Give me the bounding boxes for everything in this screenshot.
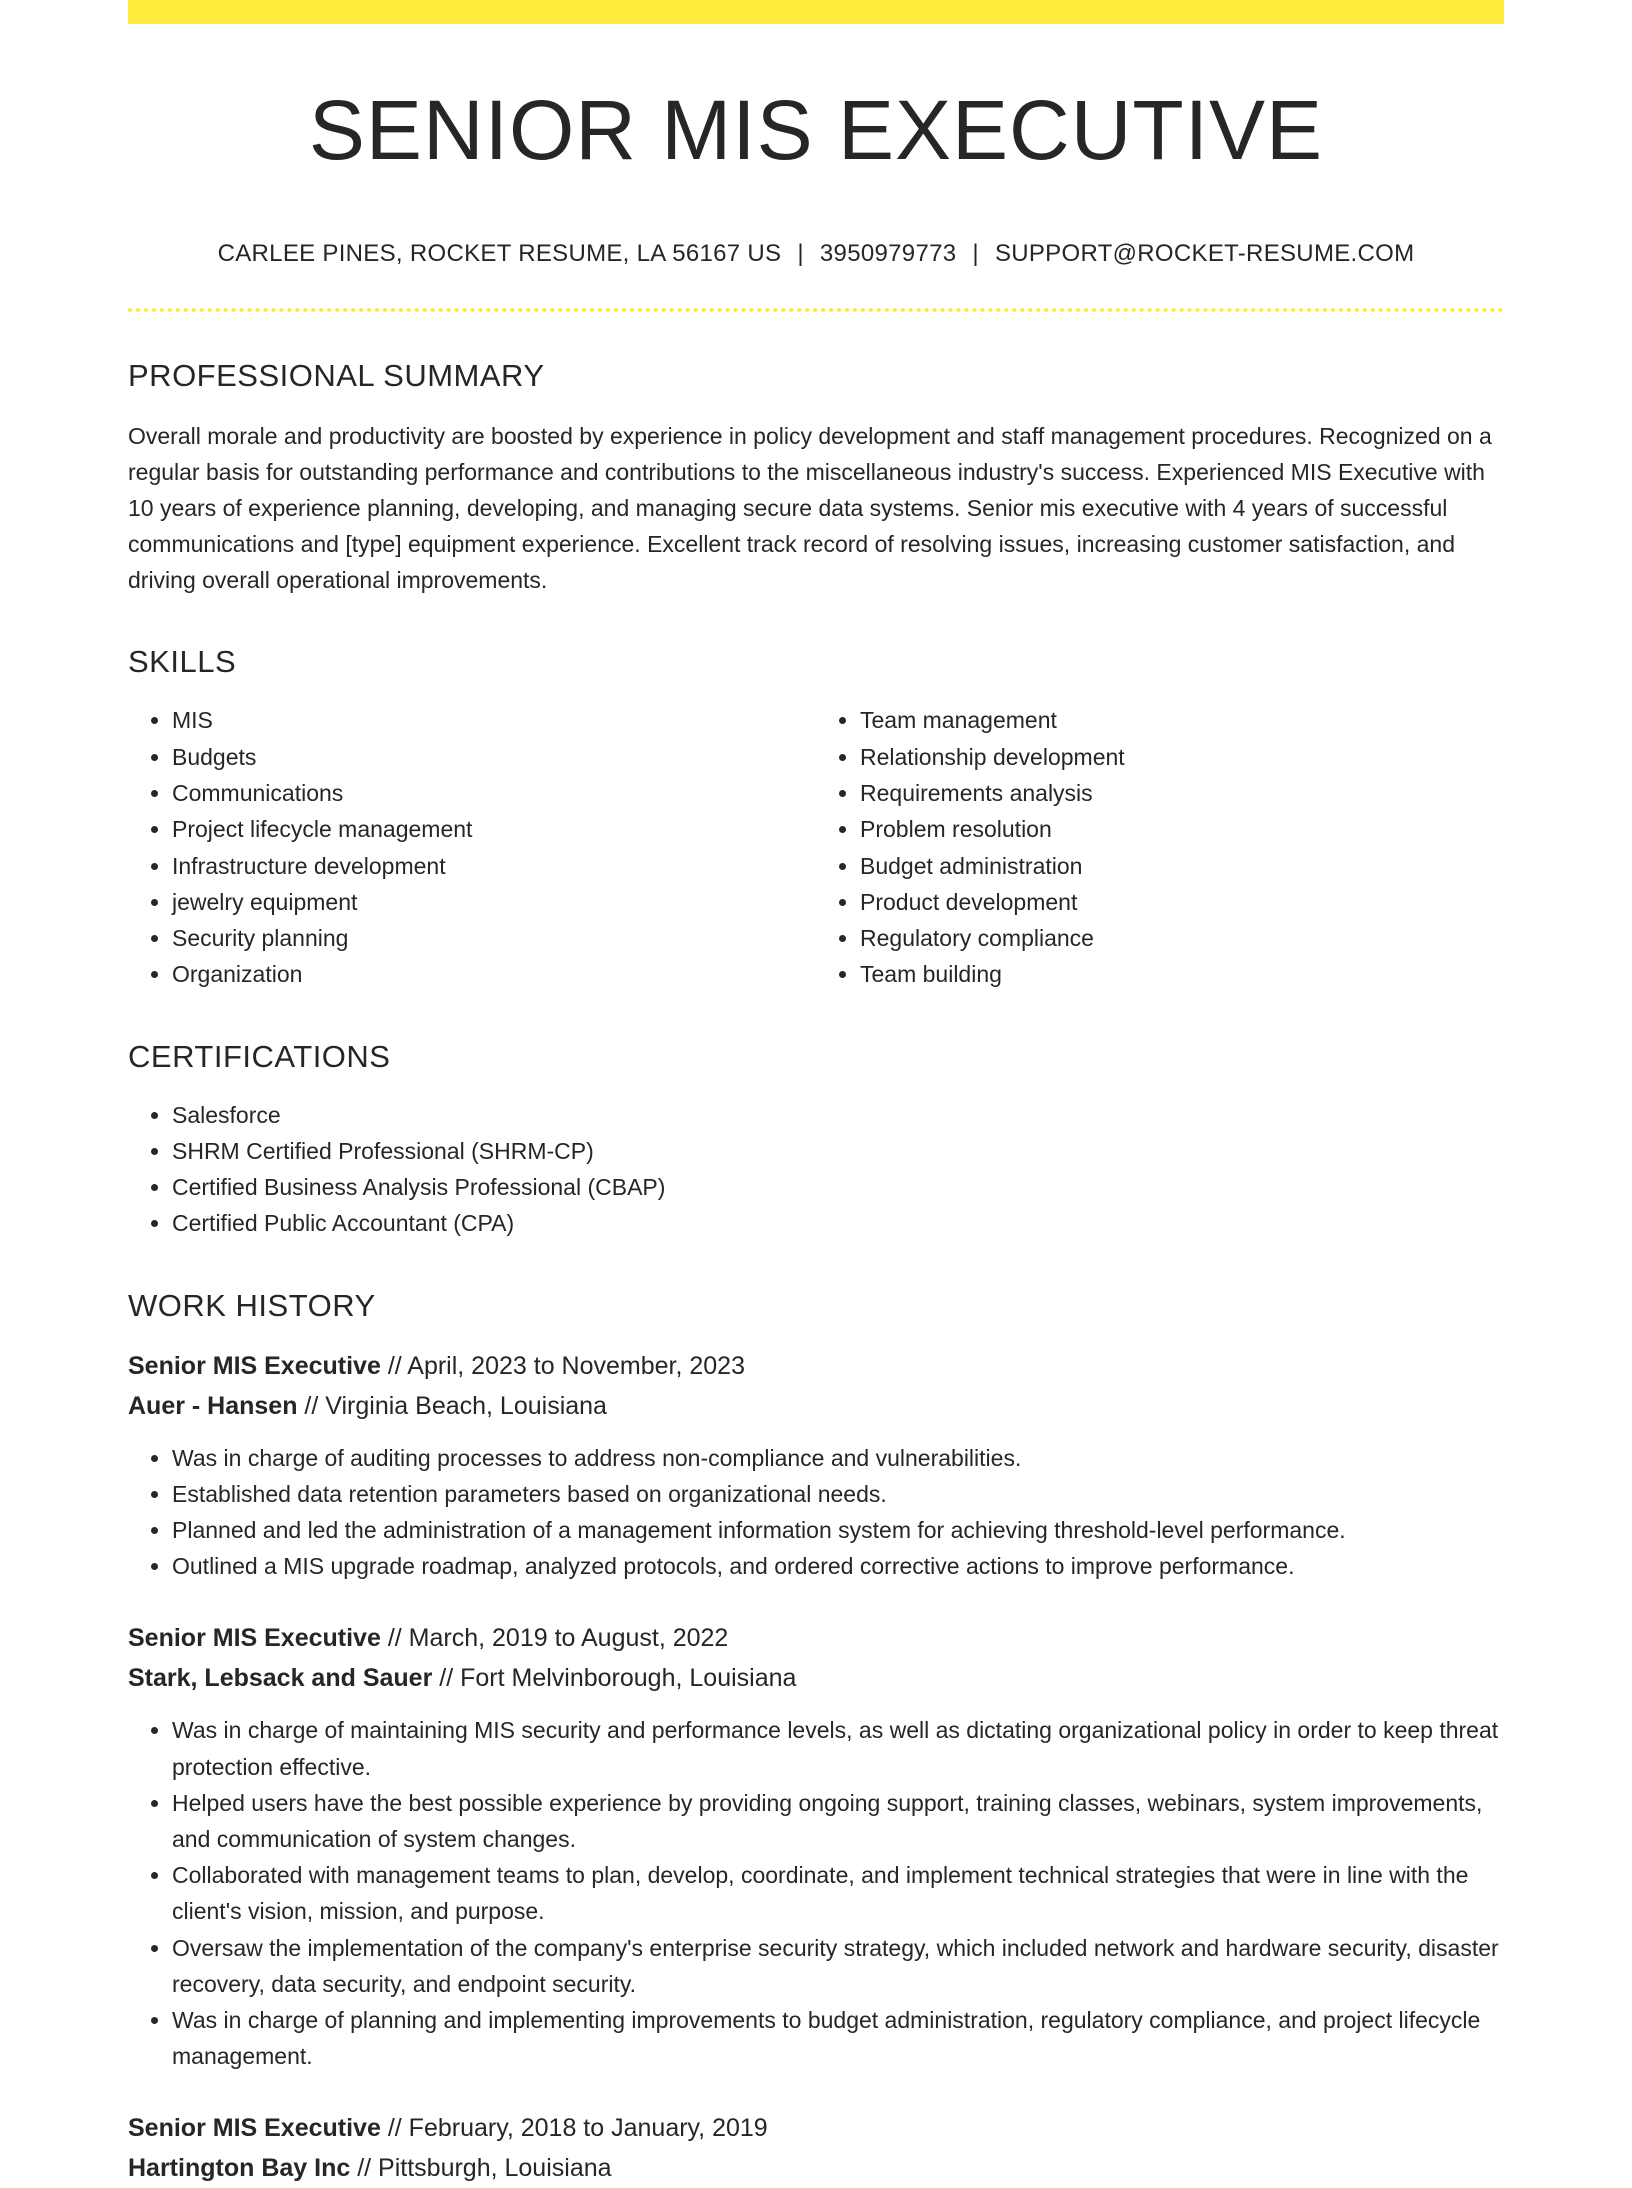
- job-bullet: • Was in charge of planning and implementing improvements to budget administration, regulatory compliance, and project lifecycle management.: [172, 2002, 1504, 2074]
- skill-item: • Problem resolution: [860, 811, 1504, 847]
- job-dates: February, 2018 to January, 2019: [408, 2114, 768, 2143]
- dotted-divider: [128, 308, 1504, 312]
- job-location: Fort Melvinborough, Louisiana: [460, 1664, 797, 1693]
- summary-text: Overall morale and productivity are boosted by experience in policy development and staff management procedures. Recognized on a regular basis for outstanding performance and contributions to the miscellaneous industry's success. Experienced MIS Executive with 10 years of experience planning, developing, and managing secure data systems. Senior mis executive with 4 years of successful communications and [type] equipment experience. Excellent track record of resolving issues, increasing customer satisfaction, and driving overall operational improvements.: [128, 423, 1492, 594]
- job-bullet: • Was in charge of auditing processes to address non-compliance and vulnerabilities.: [172, 1440, 1504, 1476]
- job-bullet: • Oversaw the implementation of the company's enterprise security strategy, which included network and hardware security, disaster recovery, data security, and endpoint security.: [172, 1930, 1504, 2002]
- job-company: Auer - Hansen: [128, 1391, 298, 1420]
- job-bullet: • Helped users have the best possible experience by providing ongoing support, training classes, webinars, system improvements, and communication of system changes.: [172, 1785, 1504, 1857]
- skill-item: • Security planning: [172, 920, 816, 956]
- job-title: Senior MIS Executive: [128, 2114, 381, 2143]
- work-history-section: [128, 1288, 1504, 2188]
- job-separator: //: [380, 2114, 409, 2143]
- skills-section: [128, 644, 1504, 992]
- job-separator: //: [380, 1624, 409, 1653]
- section-heading-certifications: CERTIFICATIONS: [128, 1038, 391, 1074]
- job-bullet: • Collaborated with management teams to plan, develop, coordinate, and implement technical strategies that were in line with the client's vision, mission, and purpose.: [172, 1857, 1504, 1929]
- certifications-list: [128, 1097, 1504, 1242]
- job-entry: [128, 1346, 1504, 1585]
- job-bullets: [128, 1712, 1504, 2074]
- skill-item: • Communications: [172, 775, 816, 811]
- skills-column-right: [816, 702, 1504, 992]
- job-company: Stark, Lebsack and Sauer: [128, 1664, 433, 1693]
- job-title-line: [128, 1346, 1504, 1386]
- job-title-line: [128, 1618, 1504, 1658]
- section-heading-summary: PROFESSIONAL SUMMARY: [128, 358, 545, 394]
- skill-item: • Project lifecycle management: [172, 811, 816, 847]
- job-bullet: • Planned and led the administration of a management information system for achieving threshold-level performance.: [172, 1512, 1504, 1548]
- contact-separator: |: [972, 240, 979, 268]
- job-bullet: • Outlined a MIS upgrade roadmap, analyzed protocols, and ordered corrective actions to improve performance.: [172, 1548, 1504, 1584]
- job-separator: //: [380, 1351, 408, 1380]
- job-entry: [128, 2108, 1504, 2188]
- job-location: Pittsburgh, Louisiana: [378, 2154, 612, 2183]
- job-separator: //: [297, 1391, 326, 1420]
- skill-item: • Team management: [860, 702, 1504, 738]
- job-separator: //: [432, 1664, 461, 1693]
- page-title: SENIOR MIS EXECUTIVE: [308, 83, 1324, 177]
- skills-grid: [128, 702, 1504, 992]
- job-dates: March, 2019 to August, 2022: [408, 1624, 729, 1653]
- resume-page: [128, 0, 1504, 2188]
- certification-item: • SHRM Certified Professional (SHRM-CP): [172, 1133, 1504, 1169]
- job-title: Senior MIS Executive: [128, 1351, 381, 1380]
- accent-top-bar: [128, 0, 1504, 24]
- job-separator: //: [350, 2154, 379, 2183]
- job-dates: April, 2023 to November, 2023: [407, 1351, 745, 1380]
- skill-item: • Product development: [860, 884, 1504, 920]
- skill-item: • Team building: [860, 956, 1504, 992]
- contact-phone: 3950979773: [819, 240, 957, 268]
- job-bullet: • Was in charge of maintaining MIS security and performance levels, as well as dictating organizational policy in order to keep threat protection effective.: [172, 1712, 1504, 1784]
- skill-item: • Budget administration: [860, 848, 1504, 884]
- certifications-section: [128, 1039, 1504, 1242]
- contact-line: [128, 240, 1504, 268]
- skills-column-left: [128, 702, 816, 992]
- professional-summary-section: [128, 358, 1504, 598]
- section-heading-work-history: WORK HISTORY: [128, 1287, 376, 1323]
- job-title-line: [128, 2108, 1504, 2148]
- skill-item: • MIS: [172, 702, 816, 738]
- skill-item: • Requirements analysis: [860, 775, 1504, 811]
- certification-item: • Certified Public Accountant (CPA): [172, 1205, 1504, 1241]
- job-bullet: • Established data retention parameters based on organizational needs.: [172, 1476, 1504, 1512]
- job-company-line: [128, 2148, 1504, 2188]
- skill-item: • jewelry equipment: [172, 884, 816, 920]
- section-heading-skills: SKILLS: [128, 644, 237, 680]
- contact-email: SUPPORT@ROCKET-RESUME.COM: [994, 240, 1415, 268]
- job-company: Hartington Bay Inc: [128, 2154, 351, 2183]
- certification-item: • Salesforce: [172, 1097, 1504, 1133]
- contact-address: CARLEE PINES, ROCKET RESUME, LA 56167 US: [217, 240, 782, 268]
- contact-separator: |: [797, 240, 804, 268]
- job-company-line: [128, 1386, 1504, 1426]
- skill-item: • Budgets: [172, 739, 816, 775]
- job-title: Senior MIS Executive: [128, 1624, 381, 1653]
- job-bullets: [128, 1440, 1504, 1585]
- certification-item: • Certified Business Analysis Professional (CBAP): [172, 1169, 1504, 1205]
- skill-item: • Infrastructure development: [172, 848, 816, 884]
- job-entry: [128, 1618, 1504, 2074]
- job-company-line: [128, 1658, 1504, 1698]
- skill-item: • Regulatory compliance: [860, 920, 1504, 956]
- job-location: Virginia Beach, Louisiana: [325, 1391, 607, 1420]
- skill-item: • Relationship development: [860, 739, 1504, 775]
- skill-item: • Organization: [172, 956, 816, 992]
